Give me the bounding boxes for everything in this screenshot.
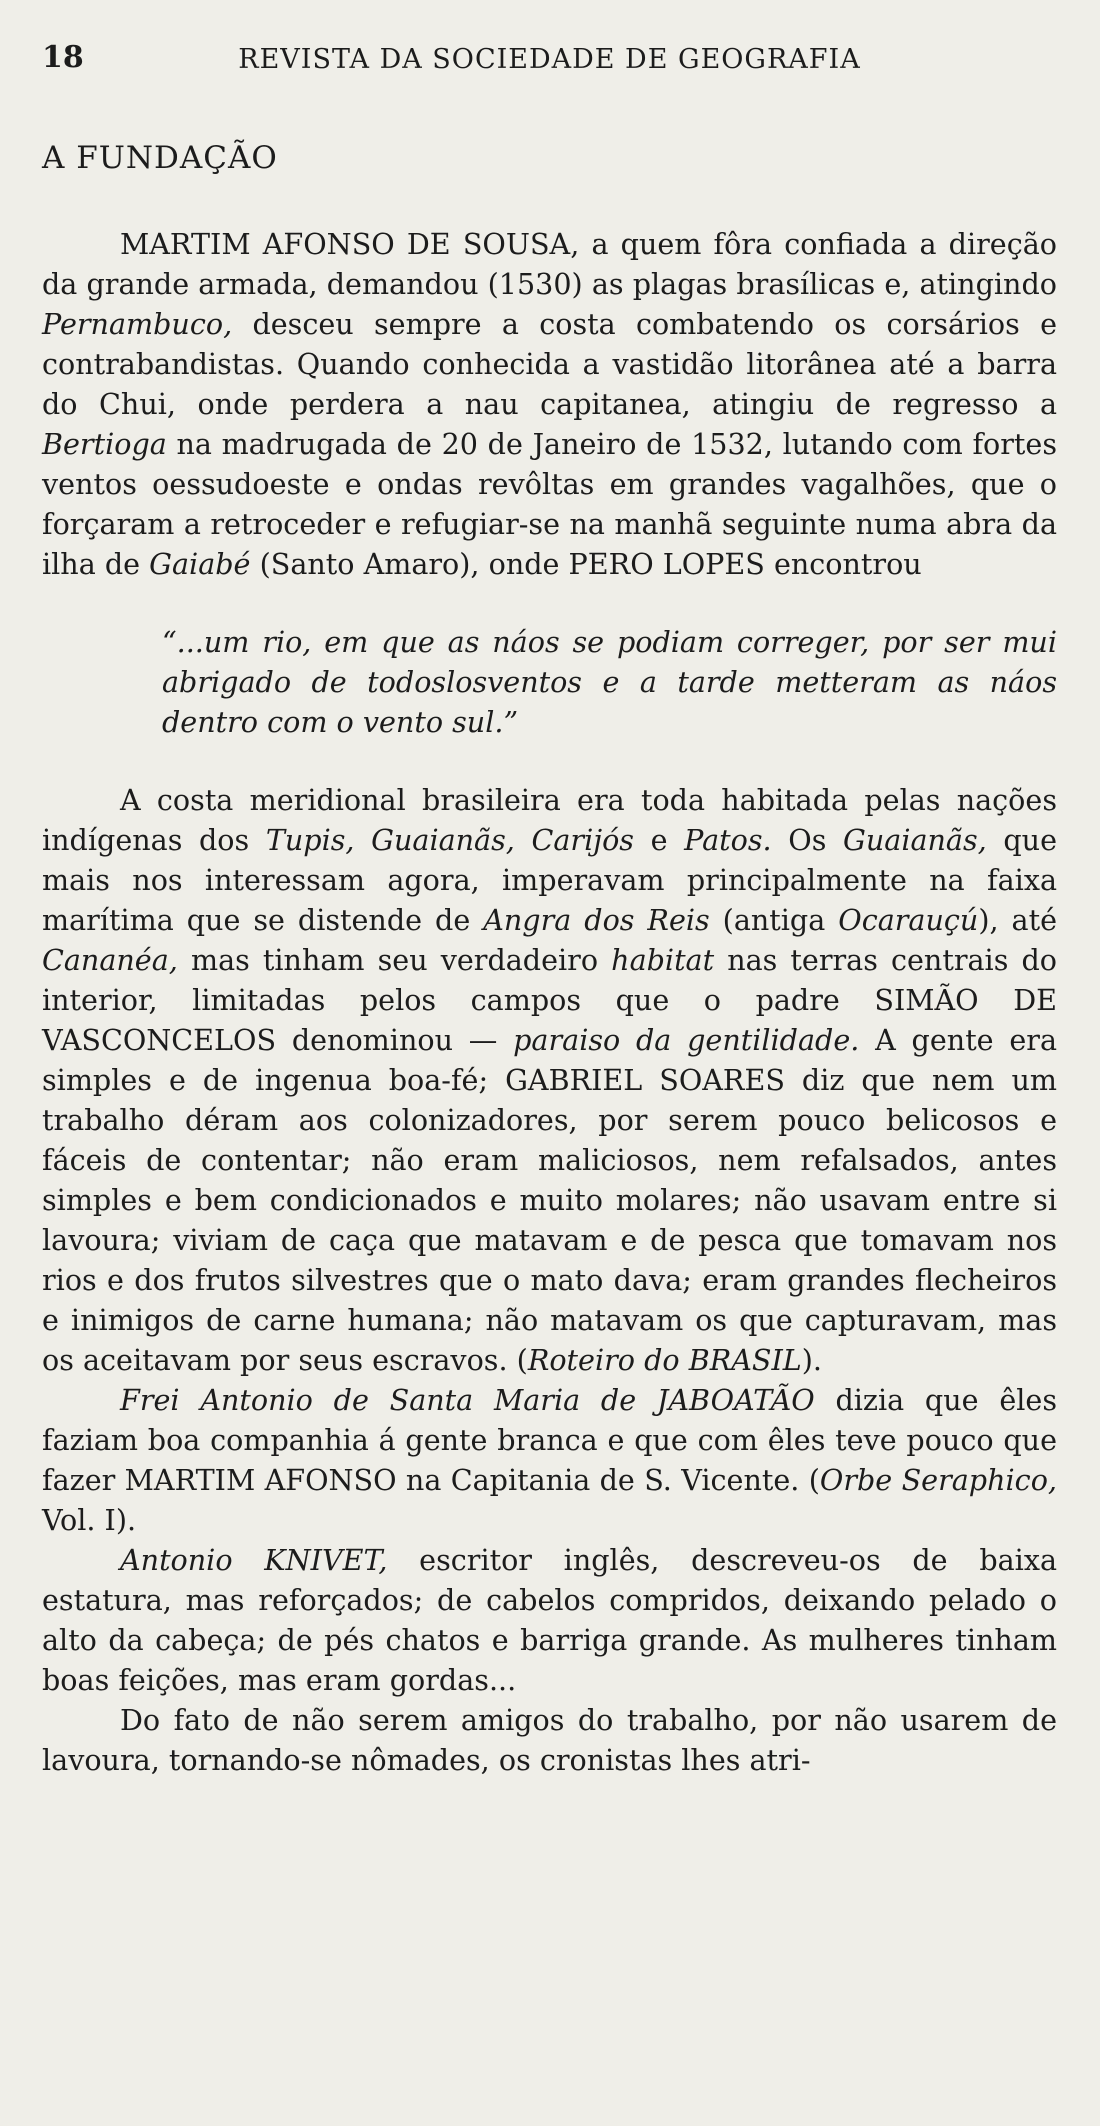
- paragraph-2: [42, 780, 1057, 1380]
- tribe-guaianas: Guaianãs,: [843, 823, 987, 857]
- place-cananea: Cananéa,: [42, 943, 178, 977]
- paragraph-4-text-b: escritor inglês, descreveu-os de baixa estatura, mas reforçados; de cabelos compridos, deixando pelado o alto da cabeça; de pés chatos e barriga grande. As mulheres tinham boas feições, mas eram gordas...: [42, 1543, 1057, 1697]
- term-habitat: habitat: [611, 943, 715, 977]
- tribes-list: Tupis, Guaianãs, Carijós: [265, 823, 634, 857]
- place-gaiabe: Gaiabé: [149, 547, 251, 581]
- place-angra-dos-reis: Angra dos Reis: [483, 903, 710, 937]
- paragraph-1-text-a: MARTIM AFONSO DE SOUSA, a quem fôra confiada a direção da grande armada, demandou (1530) as plagas brasílicas e, atingindo: [42, 227, 1057, 301]
- paragraph-3-text-b: dizia que êles faziam boa companhia á gente branca e que com êles teve pouco que fazer MARTIM AFONSO na Capitania de S. Vicente. (: [42, 1383, 1057, 1497]
- paragraph-1-text-g: (Santo Amaro), onde PERO LOPES encontrou: [250, 547, 922, 581]
- paragraph-2-text-a: A costa meridional brasileira era toda habitada pelas nações indígenas dos: [42, 783, 1057, 857]
- paragraph-1: [42, 224, 1057, 584]
- author-jaboatao: Frei Antonio de Santa Maria de JABOATÃO: [120, 1383, 815, 1417]
- paragraph-3: [42, 1380, 1057, 1540]
- work-orbe-seraphico: Orbe Seraphico,: [819, 1463, 1057, 1497]
- term-paraiso: paraiso da gentilidade.: [513, 1023, 860, 1057]
- place-pernambuco: Pernambuco,: [42, 307, 233, 341]
- block-quote: “...um rio, em que as náos se podiam correger, por ser mui abrigado de todoslosventos e a tarde metteram as náos dentro com o vento sul.”: [162, 625, 1057, 739]
- paragraph-2-text-g: que mais nos interessam agora, imperavam principalmente na faixa marítima que se distende de: [42, 823, 1058, 937]
- paragraph-5: Do fato de não serem amigos do trabalho, por não usarem de lavoura, tornando-se nômades, os cronistas lhes atri-: [42, 1703, 1057, 1777]
- paragraph-2-text-c: e: [633, 823, 685, 857]
- place-bertioga: Bertioga: [42, 427, 167, 461]
- paragraph-1-text-e: na madrugada de 20 de Janeiro de 1532, lutando com fortes ventos oessudoeste e ondas revôltas em grandes vagalhões, que o forçaram a retroceder e refugiar-se na manhã seguinte numa abra da ilha de: [42, 427, 1057, 581]
- paragraph-1-text-c: desceu sempre a costa combatendo os corsários e contrabandistas. Quando conhecida a vastidão litorânea até a barra do Chui, onde perdera a nau capitanea, atingiu de regresso a: [42, 307, 1057, 421]
- paragraph-2-text-e: Os: [771, 823, 844, 857]
- paragraph-2-text-o: nas terras centrais do interior, limitadas pelos campos que o padre SIMÃO DE VASCONCELOS denominou —: [42, 943, 1057, 1057]
- running-title: REVISTA DA SOCIEDADE DE GEOGRAFIA: [238, 44, 861, 75]
- body-text: [42, 224, 1057, 1780]
- page-number: 18: [42, 40, 84, 75]
- place-ocaraucu: Ocarauçú: [838, 903, 979, 937]
- paragraph-2-text-m: mas tinham seu verdadeiro: [177, 943, 612, 977]
- paragraph-3-text-d: Vol. I).: [42, 1503, 137, 1537]
- work-roteiro: Roteiro do BRASIL: [527, 1343, 802, 1377]
- page-header: [42, 40, 1057, 80]
- paragraph-2-text-i: (antiga: [709, 903, 839, 937]
- paragraph-4: [42, 1540, 1057, 1700]
- paragraph-2-text-s: ).: [801, 1343, 823, 1377]
- paragraph-2-text-k: ), até: [978, 903, 1057, 937]
- paragraph-2-text-q: A gente era simples e de ingenua boa-fé; GABRIEL SOARES diz que nem um trabalho déram aos colonizadores, por serem pouco belicosos e fáceis de contentar; não eram maliciosos, nem refalsados, antes simples e bem condicionados e muito molares; não usavam entre si lavoura; viviam de caça que matavam e de pesca que tomavam nos rios e dos frutos silvestres que o mato dava; eram grandes flecheiros e inimigos de carne humana; não matavam os que capturavam, mas os aceitavam por seus escravos. (: [42, 1023, 1058, 1377]
- tribe-patos: Patos.: [684, 823, 772, 857]
- section-heading: A FUNDAÇÃO: [42, 140, 278, 176]
- author-knivet: Antonio KNIVET,: [120, 1543, 388, 1577]
